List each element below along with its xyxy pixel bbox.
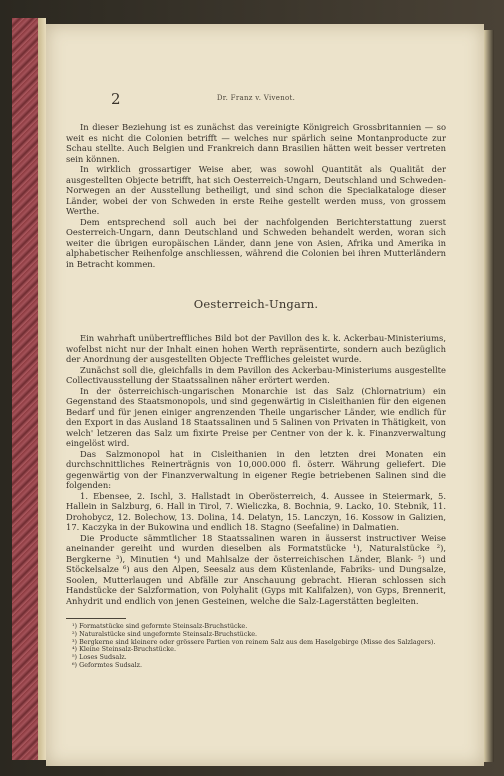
page-header (66, 90, 446, 110)
intro-paragraph: In wirklich grossartiger Weise aber, was sowohl Quantität als Qualität der ausgestellten Objecte betrifft, hat sich Oesterreich-Ungarn, Deutschland und Schweden-Norwegen an der Ausstellung betheiligt, und sind schon die Specialkataloge dieser Länder, wobei der von Schweden in erste Reihe gestellt werden muss, von grossem Werthe. (66, 164, 446, 216)
page-gutter (38, 18, 46, 760)
footnote: ⁶) Geformtes Sudsalz. (72, 660, 143, 669)
page-content (66, 90, 446, 670)
footnote-rule (66, 618, 126, 619)
section-paragraph: Zunächst soll die, gleichfalls in dem Pavillon des Ackerbau-Ministeriums ausgestellte Collectivausstellung der Staatssalinen näher erörtert werden. (66, 364, 446, 385)
page-stack-edge (484, 30, 494, 762)
footnote: ³) Bergkerne sind kleinere oder grössere Partien von reinem Salz aus dem Haselgebirge (Misse des Salzlagers). (72, 637, 436, 646)
section-paragraph: Ein wahrhaft unübertreffliches Bild bot der Pavillon des k. k. Ackerbau-Ministeriums, wofelbst nicht nur der Inhalt einen hohen Werth repräsentirte, sondern auch bezüglich der Anordnung der ausgestellten Objecte Treffliches geleistet wurde. (66, 333, 446, 364)
section-paragraph: 1. Ebensee, 2. Ischl, 3. Hallstadt in Oberösterreich, 4. Aussee in Steiermark, 5. Hallein in Salzburg, 6. Hall in Tirol, 7. Wieliczka, 8. Bochnia, 9. Lacko, 10. Stebnik, 11. Drohobycz, 12. Bolechow, 13. Dolina, 14. Delatyn, 15. Lanczyn, 16. Kossow in Galizien, 17. Kaczyka in der Bukowina und endlich 18. Stagno (Seefaline) in Dalmatien. (66, 490, 446, 532)
section-paragraph: In der österreichisch-ungarischen Monarchie ist das Salz (Chlornatrium) ein Gegenstand des Staatsmonopols, und sind gegenwärtig in Cisleithanien für den eigenen Bedarf und für jenen einiger angrenzenden Theile ungarischer Länder, wie endlich für den Export in das Ausland 18 Staatssalinen und 5 Salinen von Privaten in Thätigkeit, von welch' letzeren das Salz um fixirte Preise per Centner von der k. k. Finanzverwaltung eingelöst wird. (66, 385, 446, 448)
footnote: ⁵) Loses Sudsalz. (72, 653, 127, 662)
footnote: ²) Naturalstücke sind ungeformte Steinsalz-Bruchstücke. (72, 629, 258, 638)
section-paragraph: Die Producte sämmtlicher 18 Staatssalinen waren in äusserst instructiver Weise aneinander gereiht und wurden dieselben als Formatstücke ¹), Naturalstücke ²), Bergkerne ³), Minutien ⁴) und Mahlsalze der österreichischen Länder, Blank- ⁵) und Stöckelsalze ⁶) aus den Alpen, Seesalz aus dem Küstenlande, Fabriks- und Dungsalze, Soolen, Mutterlaugen und Abfälle zur Anschauung gebracht. Hieran schlossen sich Handstücke der Salzformation, von Polyhalit (Gyps mit Kalifalzen), von Gyps, Brennerit, Anhydrit und endlich von jenen Gesteinen, welche die Salz-Lagerstätten begleiten. (66, 532, 446, 606)
intro-paragraph: Dem entsprechend soll auch bei der nachfolgenden Berichterstattung zuerst Oesterreich-Ungarn, dann Deutschland und Schweden behandelt werden, woran sich weiter die übrigen europäischen Länder, dann jene von Asien, Afrika und Amerika in alphabetischer Reihenfolge anschliessen, während die Colonien bei ihren Mutterländern in Betracht kommen. (66, 216, 446, 269)
footnote: ⁴) Kleine Steinsalz-Bruchstücke. (72, 645, 176, 654)
running-head: Dr. Franz v. Vivenot. (216, 94, 296, 102)
footnote: ¹) Formatstücke sind geformte Steinsalz-Bruchstücke. (72, 622, 248, 630)
section-title: Oesterreich-Ungarn. (193, 297, 319, 311)
intro-paragraph: In dieser Beziehung ist es zunächst das vereinigte Königreich Grossbritannien — so weit es nicht die Colonien betrifft — welches nur spärlich seine Montanproducte zur Schau stellte. Auch Belgien und Frankreich dann Brasilien hätten weit besser vertreten sein können. (66, 122, 446, 164)
page-number: 2 (111, 90, 121, 108)
section-paragraph: Das Salzmonopol hat in Cisleithanien in den letzten drei Monaten ein durchschnittliches Reinerträgnis von 10,000.000 fl. österr. Währung geliefert. Die gegenwärtig von der Finanzverwaltung in eigener Regie betriebenen Salinen sind die folgenden: (66, 448, 446, 490)
